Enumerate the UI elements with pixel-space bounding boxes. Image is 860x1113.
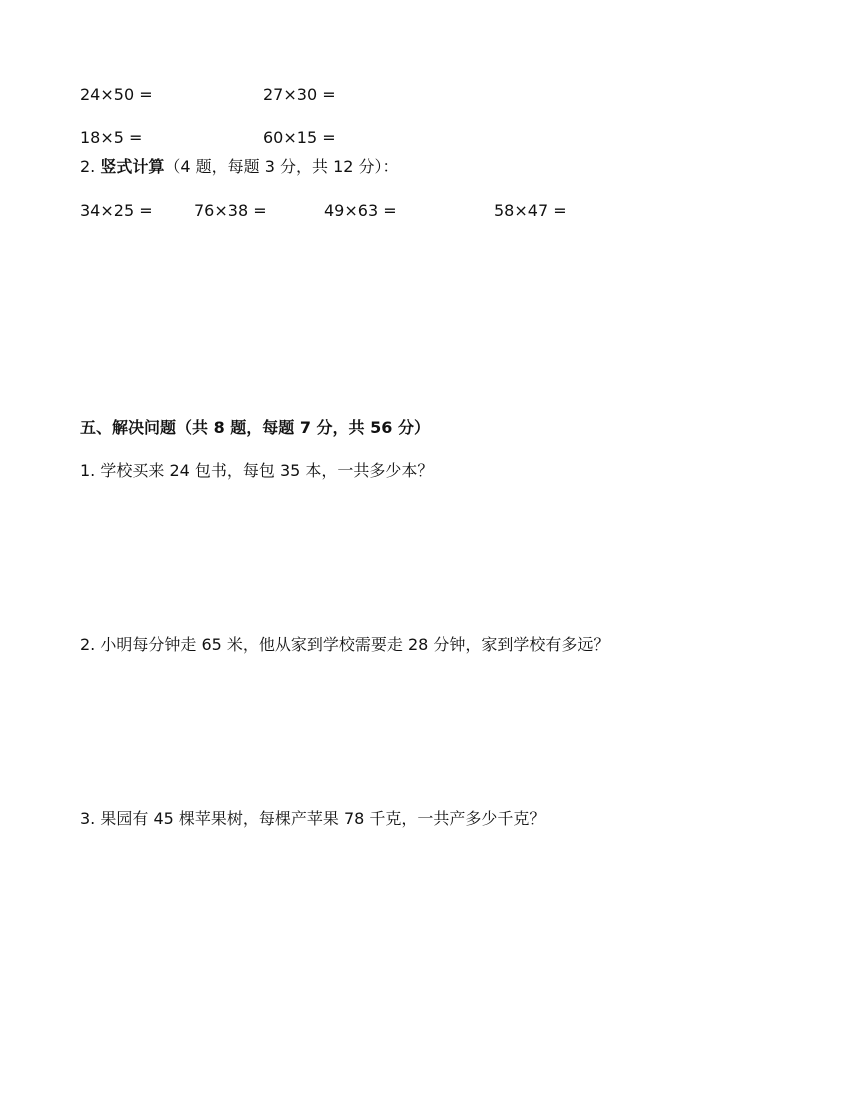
word-problem-2: 2. 小明每分钟走 65 米，他从家到学校需要走 28 分钟，家到学校有多远？	[80, 635, 610, 654]
word-problem-1: 1. 学校买来 24 包书，每包 35 本，一共多少本？	[80, 461, 434, 480]
vertical-calc-number: 2.	[80, 157, 101, 176]
vertical-calc-title: 竖式计算	[100, 157, 165, 176]
vertical-item-2: 76×38 =	[194, 201, 267, 220]
vertical-item-3: 49×63 =	[324, 201, 397, 220]
vertical-calc-note: （4 题，每题 3 分，共 12 分）：	[164, 157, 399, 176]
oral-item-2: 27×30 =	[263, 85, 336, 104]
oral-item-1: 24×50 =	[80, 85, 153, 104]
oral-item-3: 18×5 =	[80, 128, 143, 147]
vertical-item-1: 34×25 =	[80, 201, 153, 220]
oral-item-4: 60×15 =	[263, 128, 336, 147]
section-5-heading: 五、解决问题（共 8 题，每题 7 分，共 56 分）	[80, 418, 430, 437]
vertical-calc-heading	[80, 157, 399, 177]
vertical-item-4: 58×47 =	[494, 201, 567, 220]
word-problem-3: 3. 果园有 45 棵苹果树，每棵产苹果 78 千克，一共产多少千克？	[80, 809, 546, 828]
